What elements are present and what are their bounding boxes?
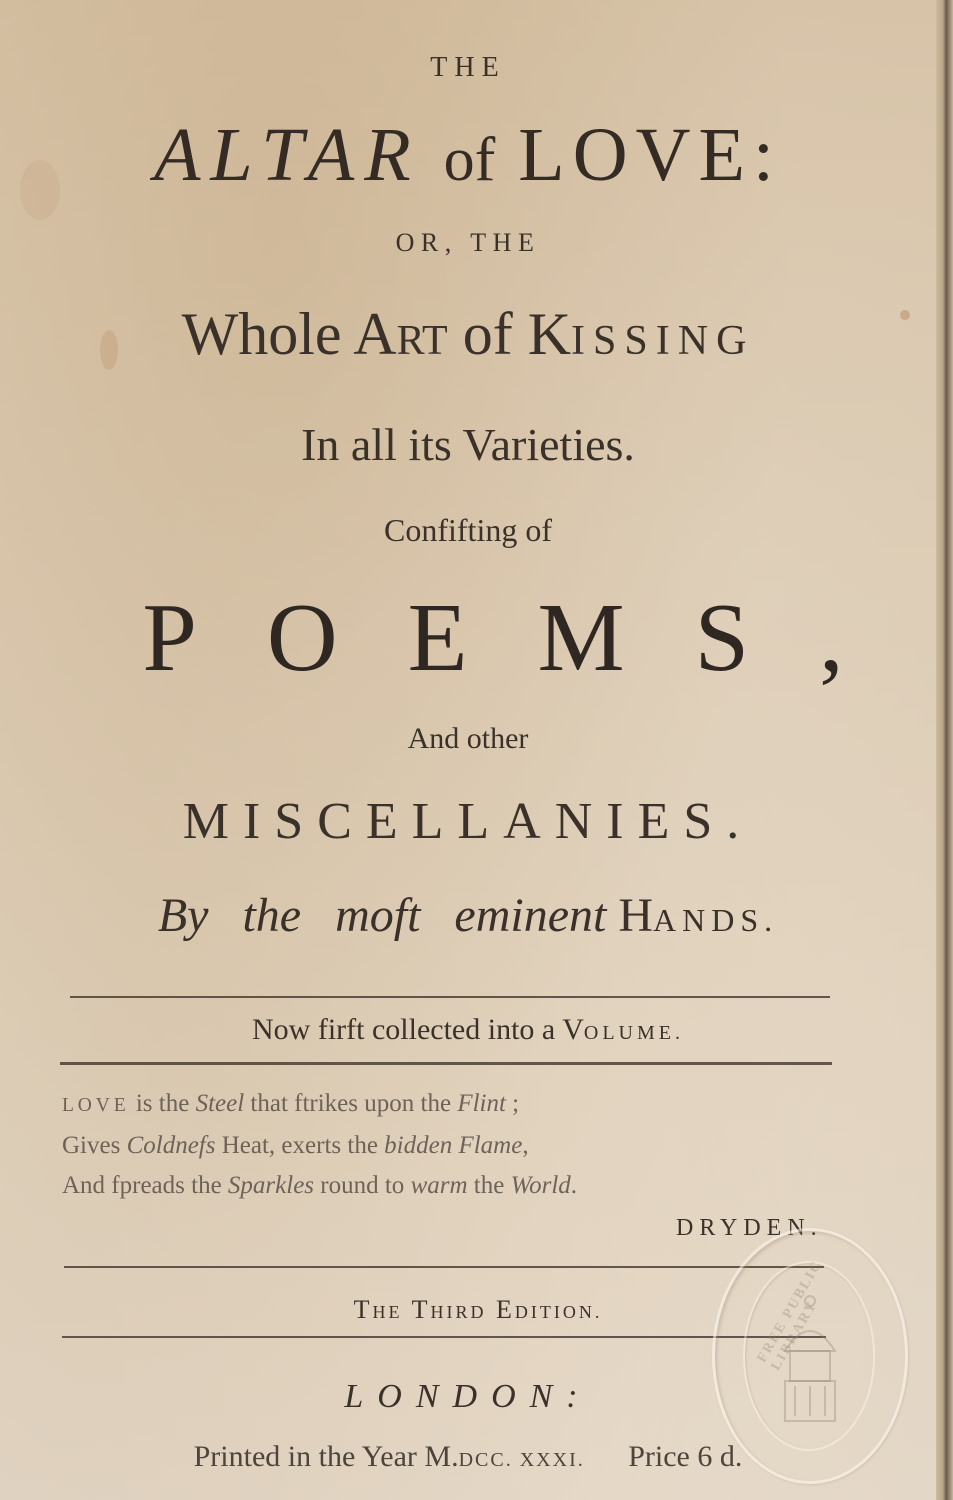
epigraph-text-run: warm <box>410 1172 468 1199</box>
by-line-italic: By the moft eminent <box>157 889 607 942</box>
epigraph-line <box>62 1126 802 1166</box>
epigraph-text-run: . <box>570 1172 578 1199</box>
subtitle <box>0 300 936 369</box>
epigraph-text-run: Sparkles <box>227 1172 315 1199</box>
subtitle-kissing-initial: K <box>527 301 572 367</box>
epigraph-text-run: bidden Flame <box>384 1132 523 1159</box>
edition-edition-initial: E <box>495 1295 515 1324</box>
epigraph-text-run: Gives <box>62 1132 127 1159</box>
or-the: OR, THE <box>395 228 541 257</box>
epigraph-text-run: LOVE <box>62 1095 130 1116</box>
title-of: of <box>443 126 496 194</box>
edition-the-initial: T <box>353 1295 373 1324</box>
epigraph-text-run: Steel <box>195 1090 245 1117</box>
rule-middle <box>60 1062 832 1065</box>
imprint-city: LONDON: <box>344 1378 592 1415</box>
subtitle-of: of <box>462 301 513 367</box>
epigraph-line <box>62 1166 802 1206</box>
rule-edition-top <box>64 1266 824 1268</box>
subtitle-art-rest: RT <box>396 318 448 364</box>
consisting-line: Confifting of <box>384 512 552 548</box>
rule-edition-bottom <box>62 1336 826 1338</box>
and-other-line: And other <box>407 722 529 755</box>
miscellanies-heading: MISCELLANIES. <box>182 793 754 850</box>
edition-edition-rest: DITION. <box>514 1302 603 1322</box>
library-blind-stamp <box>712 1228 908 1484</box>
edition-the-rest: HE <box>372 1302 403 1322</box>
collected-volume-initial: V <box>562 1013 584 1046</box>
imprint-printed: Printed in the Year M. <box>193 1440 459 1473</box>
building-emblem-icon <box>715 1231 905 1481</box>
imprint-year: DCC. XXXI. <box>458 1449 585 1471</box>
epigraph-text-run: And fpreads the <box>62 1172 228 1199</box>
epigraph-text-run: the <box>467 1172 511 1199</box>
subtitle-art-initial: A <box>353 301 397 367</box>
epigraph-text-run: round to <box>314 1172 411 1199</box>
stamp-text: FREE PUBLIC LIBRARY <box>754 1257 826 1374</box>
epigraph-text-run: Heat, exerts the <box>215 1132 385 1159</box>
title-the: THE <box>430 52 506 83</box>
epigraph-text-run: that ftrikes upon the <box>244 1090 458 1117</box>
epigraph <box>62 1084 802 1206</box>
poems-heading: POEMS, <box>142 584 914 692</box>
epigraph-attribution: DRYDEN. <box>676 1215 823 1241</box>
imprint-price: Price 6 d. <box>628 1440 743 1473</box>
by-line-hands-initial: H <box>618 889 654 942</box>
epigraph-line <box>62 1084 802 1126</box>
by-line-hands-rest: ANDS. <box>653 902 779 938</box>
epigraph-text-run: ; <box>505 1090 520 1117</box>
epigraph-text-run: World <box>510 1172 571 1199</box>
epigraph-text-run: , <box>522 1132 529 1159</box>
edition-third-rest: HIRD <box>430 1302 487 1322</box>
collected-text: Now firft collected into a <box>252 1013 556 1046</box>
epigraph-text-run: Coldnefs <box>126 1132 216 1159</box>
collected-line <box>0 1013 936 1047</box>
varieties-line: In all its Varieties. <box>301 419 635 470</box>
subtitle-whole: Whole <box>181 301 342 367</box>
rule-top <box>70 996 830 998</box>
epigraph-text-run: is the <box>129 1090 196 1117</box>
by-line <box>0 888 936 943</box>
title-love: LOVE: <box>518 113 783 197</box>
main-title <box>0 112 936 199</box>
edition-third-initial: T <box>411 1295 431 1324</box>
subtitle-kissing-rest: ISSING <box>571 318 755 364</box>
collected-volume-rest: OLUME. <box>583 1022 684 1044</box>
epigraph-text-run: Flint <box>457 1090 506 1117</box>
title-altar: ALTAR <box>153 113 421 197</box>
page-edge <box>936 0 953 1500</box>
